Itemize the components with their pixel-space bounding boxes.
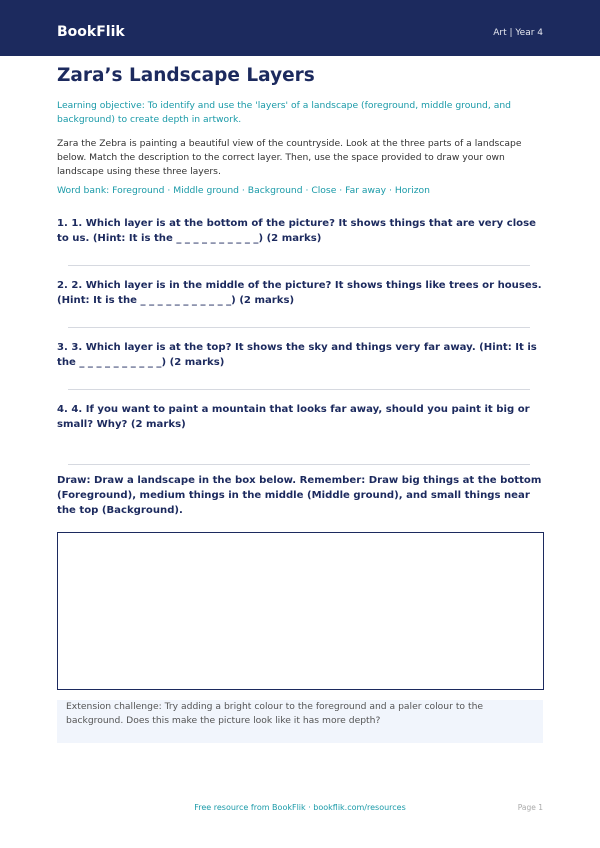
drawing-area[interactable] [57, 532, 544, 690]
question-3: 3. 3. Which layer is at the top? It shows the sky and things very far away. (Hint: It is the _ _ _ _ _ _ _ _ _ _) (2 marks) [57, 342, 537, 368]
word-bank: Word bank: Foreground · Middle ground · Background · Close · Far away · Horizon [57, 185, 430, 196]
learning-objective: Learning objective: To identify and use the 'layers' of a landscape (foreground, middle ground, and background) to create depth in artwork. [57, 100, 511, 125]
answer-line-1[interactable] [68, 265, 530, 266]
question-1: 1. 1. Which layer is at the bottom of the picture? It shows things that are very close to us. (Hint: It is the _ _ _ _ _ _ _ _ _ _) (2 marks) [57, 218, 536, 244]
answer-line-3[interactable] [68, 389, 530, 390]
brand-logo-text: BookFlik [57, 24, 125, 40]
draw-instructions: Draw: Draw a landscape in the box below. Remember: Draw big things at the bottom (Foreground), medium things in the middle (Middle ground), and small things near the top (Background). [57, 475, 542, 516]
page-number: Page 1 [517, 803, 543, 812]
extension-panel [57, 700, 543, 743]
footer-credit: Free resource from BookFlik · bookflik.com/resources [194, 803, 406, 812]
subject-year-label: Art | Year 4 [493, 28, 543, 38]
header-bar [0, 0, 600, 56]
intro-paragraph: Zara the Zebra is painting a beautiful view of the countryside. Look at the three parts of a landscape below. Match the description to the correct layer. Then, use the space provided to draw your own landscape using these three layers. [57, 138, 522, 177]
answer-line-2[interactable] [68, 327, 530, 328]
worksheet-title: Zara’s Landscape Layers [57, 65, 315, 86]
answer-line-4[interactable] [68, 464, 530, 465]
question-4: 4. 4. If you want to paint a mountain that looks far away, should you paint it big or small? Why? (2 marks) [57, 404, 530, 430]
question-2: 2. 2. Which layer is in the middle of the picture? It shows things like trees or houses. (Hint: It is the _ _ _ _ _ _ _ _ _ _ _) (2 marks) [57, 280, 542, 306]
extension-challenge-text: Extension challenge: Try adding a bright colour to the foreground and a paler colour to the background. Does this make the picture look like it has more depth? [66, 701, 484, 726]
